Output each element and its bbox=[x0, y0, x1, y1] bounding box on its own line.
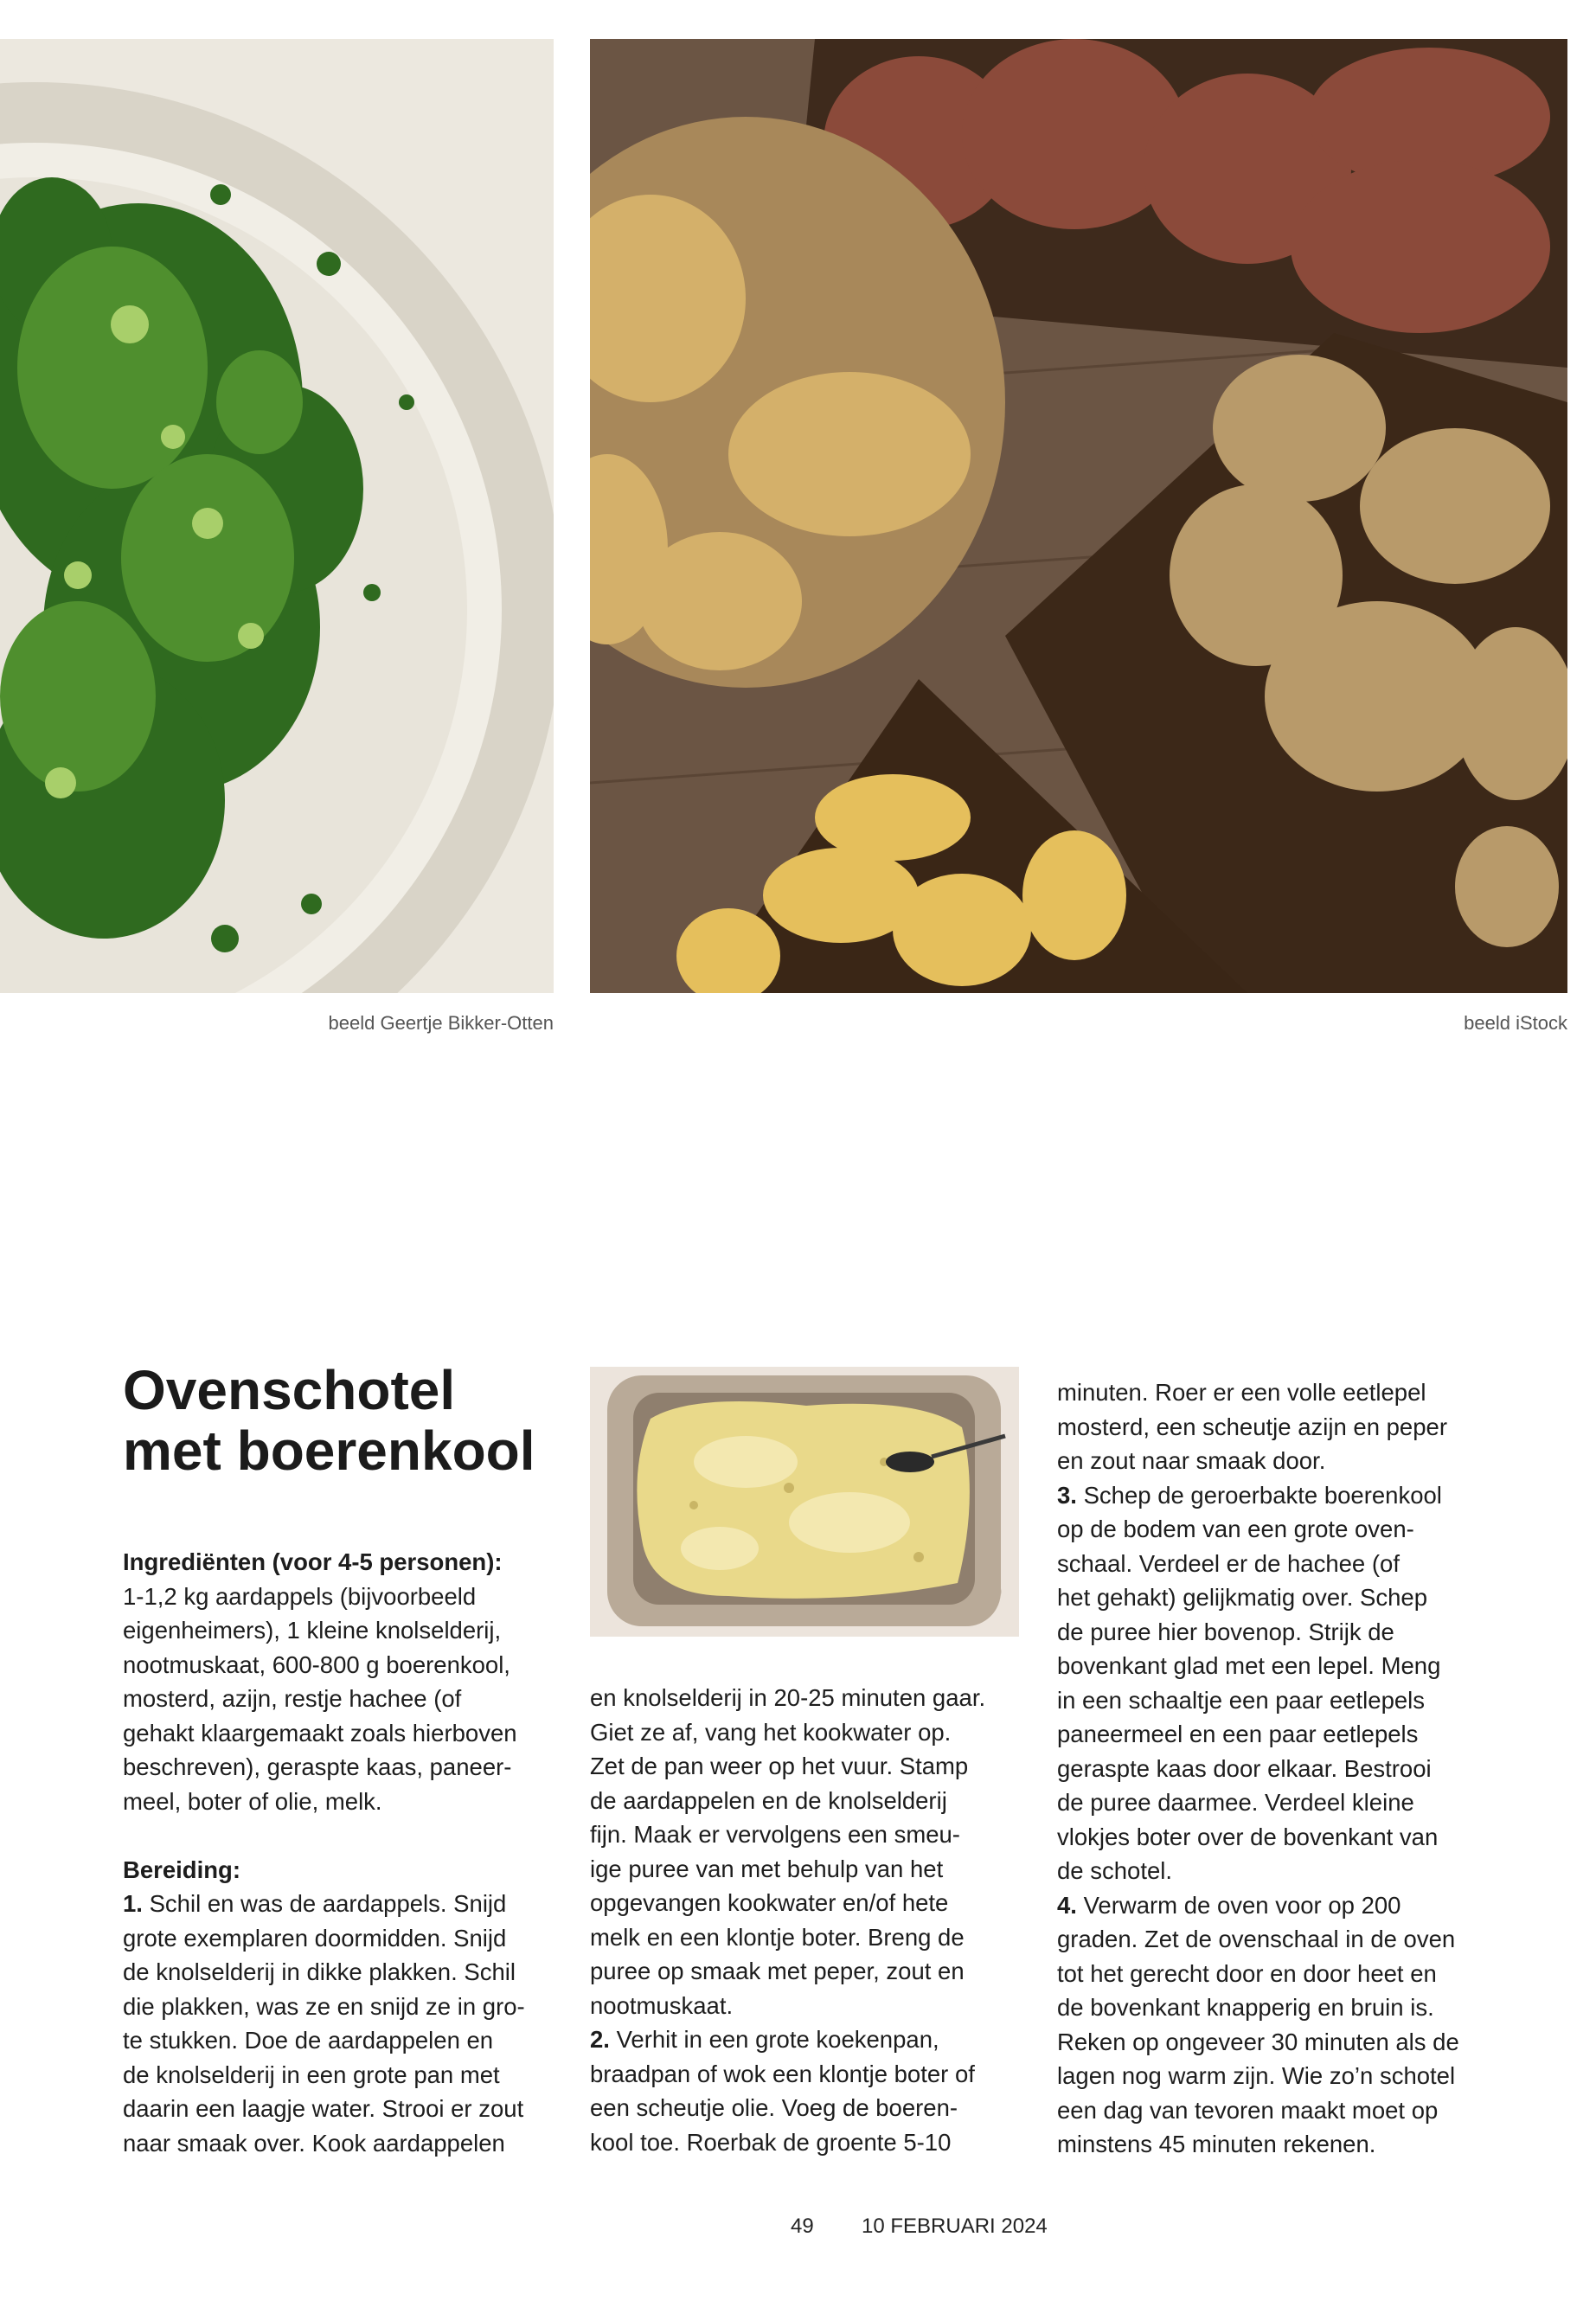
ingredients-line: mosterd, azijn, restje hachee (of bbox=[123, 1685, 462, 1712]
page-number: 49 bbox=[791, 2214, 814, 2238]
ingredients-line: eigenheimers), 1 kleine knolselderij, bbox=[123, 1617, 502, 1644]
step-3-line: de schotel. bbox=[1057, 1857, 1173, 1884]
step-1-line: te stukken. Doe de aardappelen en bbox=[123, 2027, 494, 2054]
step-3-text: Schep de geroerbakte boerenkool bbox=[1076, 1481, 1442, 1509]
col2-line: Giet ze af, vang het kookwater op. bbox=[590, 1718, 952, 1746]
step-4-number: 4. bbox=[1057, 1891, 1077, 1919]
step-1-line: die plakken, was ze en snijd ze in gro- bbox=[123, 1992, 525, 2020]
step-1-line: daarin een laagje water. Strooi er zout bbox=[123, 2095, 524, 2122]
col2-line: Zet de pan weer op het vuur. Stamp bbox=[590, 1753, 969, 1779]
ingredients-line: gehakt klaargemaakt zoals hierboven bbox=[123, 1719, 517, 1747]
step-4-line: Reken op ongeveer 30 minuten als de bbox=[1057, 2028, 1459, 2055]
potatoes-photo-credit: beeld iStock bbox=[1464, 1012, 1567, 1034]
step-3-line: bovenkant glad met een lepel. Meng bbox=[1057, 1652, 1441, 1679]
potatoes-photo bbox=[590, 39, 1567, 993]
step-2-number: 2. bbox=[590, 2026, 610, 2053]
col2-line: puree op smaak met peper, zout en bbox=[590, 1958, 965, 1984]
step-2-line: een scheutje olie. Voeg de boeren- bbox=[590, 2094, 958, 2121]
step-3-line: op de bodem van een grote oven- bbox=[1057, 1516, 1414, 1542]
column-3 bbox=[1057, 1375, 1542, 2162]
column-2 bbox=[590, 1681, 1040, 2159]
col3-line: minuten. Roer er een volle eetlepel bbox=[1057, 1379, 1426, 1406]
step-1-line: de knolselderij in een grote pan met bbox=[123, 2061, 500, 2088]
col3-line: mosterd, een scheutje azijn en peper bbox=[1057, 1413, 1447, 1440]
step-4-line: de bovenkant knapperig en bruin is. bbox=[1057, 1994, 1434, 2021]
col2-line: nootmuskaat. bbox=[590, 1991, 734, 2019]
title-line-2: met boerenkool bbox=[123, 1420, 535, 1482]
ingredients-line: meel, boter of olie, melk. bbox=[123, 1787, 382, 1815]
col2-line: fijn. Maak er vervolgens een smeu- bbox=[590, 1821, 960, 1848]
step-2-line: kool toe. Roerbak de groente 5-10 bbox=[590, 2128, 952, 2156]
step-1-line: de knolselderij in dikke plakken. Schil bbox=[123, 1958, 516, 1985]
step-3-line: het gehakt) gelijkmatig over. Schep bbox=[1057, 1584, 1428, 1611]
step-3-line: de puree daarmee. Verdeel kleine bbox=[1057, 1789, 1414, 1816]
dish-photo-art bbox=[590, 1367, 1019, 1637]
step-4-line: tot het gerecht door en door heet en bbox=[1057, 1959, 1437, 1987]
method-heading: Bereiding: bbox=[123, 1856, 240, 1883]
step-4-line: een dag van tevoren maakt moet op bbox=[1057, 2096, 1439, 2124]
step-1-line: grote exemplaren doormidden. Snijd bbox=[123, 1924, 507, 1952]
ingredients-line: beschreven), geraspte kaas, paneer- bbox=[123, 1753, 512, 1780]
ingredients-heading: Ingrediënten (voor 4-5 personen): bbox=[123, 1548, 503, 1575]
step-3-line: vlokjes boter over de bovenkant van bbox=[1057, 1823, 1439, 1850]
title-line-1: Ovenschotel bbox=[123, 1359, 456, 1421]
article-title bbox=[123, 1360, 573, 1481]
step-3-line: paneermeel en een paar eetlepels bbox=[1057, 1721, 1419, 1747]
col3-line: en zout naar smaak door. bbox=[1057, 1447, 1326, 1474]
ingredients-line: 1-1,2 kg aardappels (bijvoorbeeld bbox=[123, 1582, 477, 1610]
potatoes-photo-art bbox=[590, 39, 1567, 993]
step-1-text: Schil en was de aardappels. Snijd bbox=[142, 1890, 507, 1917]
col2-line: en knolselderij in 20-25 minuten gaar. bbox=[590, 1684, 986, 1711]
column-1 bbox=[123, 1545, 573, 2160]
step-3-number: 3. bbox=[1057, 1481, 1077, 1509]
step-3-line: in een schaaltje een paar eetlepels bbox=[1057, 1686, 1426, 1714]
step-2-line: braadpan of wok een klontje boter of bbox=[590, 2060, 975, 2087]
ingredients-line: nootmuskaat, 600-800 g boerenkool, bbox=[123, 1650, 510, 1678]
kale-photo bbox=[0, 39, 554, 993]
kale-photo-credit: beeld Geertje Bikker-Otten bbox=[328, 1012, 554, 1034]
step-4-line: graden. Zet de ovenschaal in de oven bbox=[1057, 1926, 1456, 1952]
step-4-line: minstens 45 minuten rekenen. bbox=[1057, 2131, 1376, 2157]
step-2-text: Verhit in een grote koekenpan, bbox=[609, 2026, 939, 2053]
step-1-number: 1. bbox=[123, 1890, 143, 1917]
col2-line: de aardappelen en de knolselderij bbox=[590, 1786, 947, 1814]
dish-photo bbox=[590, 1367, 1019, 1637]
col2-line: ige puree van met behulp van het bbox=[590, 1855, 944, 1882]
issue-date: 10 FEBRUARI 2024 bbox=[862, 2214, 1048, 2238]
step-4-line: lagen nog warm zijn. Wie zo’n schotel bbox=[1057, 2062, 1456, 2089]
step-4-text: Verwarm de oven voor op 200 bbox=[1076, 1891, 1401, 1919]
step-3-line: schaal. Verdeel er de hachee (of bbox=[1057, 1549, 1400, 1577]
step-3-line: de puree hier bovenop. Strijk de bbox=[1057, 1618, 1394, 1645]
col2-line: opgevangen kookwater en/of hete bbox=[590, 1889, 949, 1916]
step-3-line: geraspte kaas door elkaar. Bestrooi bbox=[1057, 1754, 1432, 1782]
col2-line: melk en een klontje boter. Breng de bbox=[590, 1923, 965, 1951]
step-1-line: naar smaak over. Kook aardappelen bbox=[123, 2129, 505, 2157]
kale-photo-art bbox=[0, 39, 554, 993]
